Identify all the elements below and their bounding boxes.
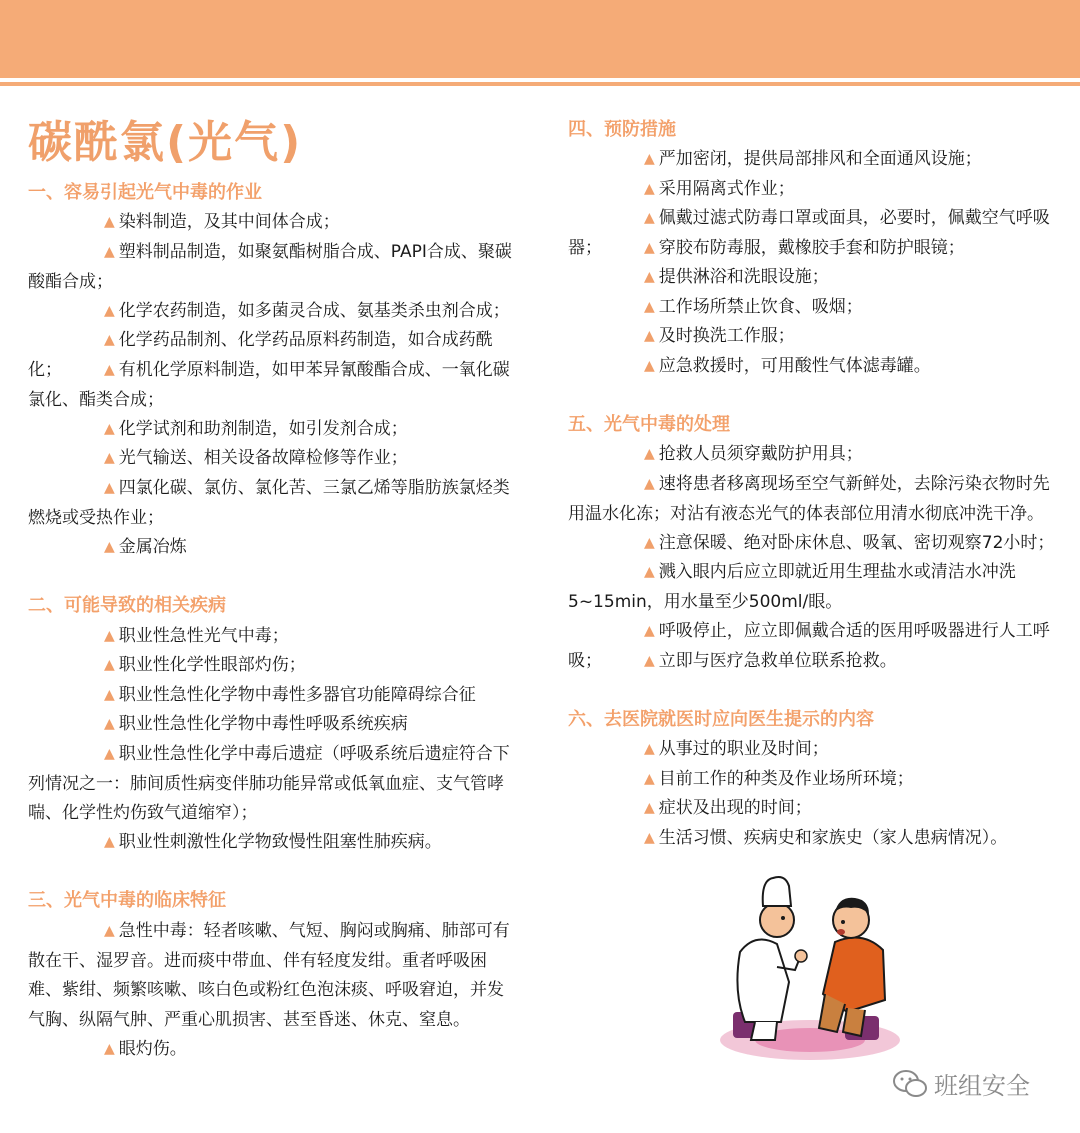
list-item: ▲ 生活习惯、疾病史和家族史（家人患病情况）。 [568, 824, 1058, 854]
list-item: ▲ 职业性急性化学物中毒性多器官功能障碍综合征 [28, 681, 518, 711]
list-item: ▲ 化学药品制剂、化学药品原料药制造，如合成药酰化； [28, 326, 518, 385]
triangle-bullet-icon: ▲ [104, 244, 115, 260]
triangle-bullet-icon: ▲ [644, 623, 655, 639]
list-item: ▲ 化学试剂和助剂制造，如引发剂合成； [28, 415, 518, 445]
list-item: ▲ 从事过的职业及时间； [568, 735, 1058, 765]
triangle-bullet-icon: ▲ [644, 151, 655, 167]
watermark [892, 1066, 1030, 1101]
list-item: ▲ 及时换洗工作服； [568, 322, 1058, 352]
triangle-bullet-icon: ▲ [104, 480, 115, 496]
triangle-bullet-icon: ▲ [104, 746, 115, 762]
triangle-bullet-icon: ▲ [644, 210, 655, 226]
list-item: ▲ 职业性刺激性化学物致慢性阻塞性肺疾病。 [28, 828, 518, 858]
triangle-bullet-icon: ▲ [644, 653, 655, 669]
triangle-bullet-icon: ▲ [644, 181, 655, 197]
list-item: ▲ 穿胶布防毒服，戴橡胶手套和防护眼镜； [568, 234, 1058, 264]
triangle-bullet-icon: ▲ [644, 800, 655, 816]
list-item: ▲ 工作场所禁止饮食、吸烟； [568, 293, 1058, 323]
watermark-text: 班组安全 [934, 1072, 1030, 1100]
list-item: ▲ 采用隔离式作业； [568, 175, 1058, 205]
list-item: ▲ 溅入眼内后应立即就近用生理盐水或清洁水冲洗5~15min，用水量至少500ml/眼。 [568, 558, 1058, 617]
list-item: ▲ 注意保暖、绝对卧床休息、吸氧、密切观察72小时； [568, 529, 1058, 559]
triangle-bullet-icon: ▲ [104, 687, 115, 703]
triangle-bullet-icon: ▲ [644, 741, 655, 757]
list-item: ▲ 光气输送、相关设备故障检修等作业； [28, 444, 518, 474]
triangle-bullet-icon: ▲ [104, 332, 115, 348]
triangle-bullet-icon: ▲ [644, 476, 655, 492]
triangle-bullet-icon: ▲ [644, 564, 655, 580]
list-item: ▲ 症状及出现的时间； [568, 794, 1058, 824]
triangle-bullet-icon: ▲ [644, 328, 655, 344]
section-heading-hospital-info: 六、去医院就医时应向医生提示的内容 [568, 709, 874, 730]
triangle-bullet-icon: ▲ [104, 303, 115, 319]
triangle-bullet-icon: ▲ [644, 771, 655, 787]
list-item: ▲ 职业性化学性眼部灼伤； [28, 651, 518, 681]
section-heading-occupations: 一、容易引起光气中毒的作业 [28, 182, 262, 203]
triangle-bullet-icon: ▲ [644, 240, 655, 256]
triangle-bullet-icon: ▲ [644, 535, 655, 551]
triangle-bullet-icon: ▲ [104, 539, 115, 555]
list-item: ▲ 有机化学原料制造，如甲苯异氰酸酯合成、一氧化碳氯化、酯类合成； [28, 356, 518, 415]
triangle-bullet-icon: ▲ [104, 716, 115, 732]
header-band [0, 0, 1080, 78]
list-item: ▲ 立即与医疗急救单位联系抢救。 [568, 647, 1058, 677]
triangle-bullet-icon: ▲ [644, 358, 655, 374]
triangle-bullet-icon: ▲ [104, 834, 115, 850]
triangle-bullet-icon: ▲ [104, 657, 115, 673]
triangle-bullet-icon: ▲ [104, 450, 115, 466]
triangle-bullet-icon: ▲ [644, 830, 655, 846]
page-title: 碳酰氯(光气) [28, 117, 303, 168]
list-item: ▲ 急性中毒：轻者咳嗽、气短、胸闷或胸痛、肺部可有散在干、湿罗音。进而痰中带血、伴有轻度发绀。重者呼吸困难、紫绀、频繁咳嗽、咳白色或粉红色泡沫痰、呼吸窘迫，并发气胸、纵隔气肿、严重心肌损害、甚至昏迷、休克、窒息。 [28, 917, 518, 1035]
triangle-bullet-icon: ▲ [644, 299, 655, 315]
wechat-icon [892, 1069, 928, 1099]
header-rule [0, 82, 1080, 86]
list-item: ▲ 四氯化碳、氯仿、氯化苦、三氯乙烯等脂肪族氯烃类燃烧或受热作业； [28, 474, 518, 533]
list-item: ▲ 严加密闭，提供局部排风和全面通风设施； [568, 145, 1058, 175]
list-item: ▲ 应急救援时，可用酸性气体滤毒罐。 [568, 352, 1058, 382]
section-heading-prevention: 四、预防措施 [568, 119, 676, 140]
triangle-bullet-icon: ▲ [104, 362, 115, 378]
list-item: ▲ 眼灼伤。 [28, 1035, 518, 1065]
list-item: ▲ 染料制造，及其中间体合成； [28, 208, 518, 238]
list-item: ▲ 职业性急性光气中毒； [28, 622, 518, 652]
list-item: ▲ 速将患者移离现场至空气新鲜处，去除污染衣物时先用温水化冻；对沾有液态光气的体表部位用清水彻底冲洗干净。 [568, 470, 1058, 529]
triangle-bullet-icon: ▲ [644, 446, 655, 462]
triangle-bullet-icon: ▲ [104, 421, 115, 437]
section-heading-clinical: 三、光气中毒的临床特征 [28, 890, 226, 911]
list-item: ▲ 塑料制品制造，如聚氨酯树脂合成、PAPI合成、聚碳酸酯合成； [28, 238, 518, 297]
list-item: ▲ 职业性急性化学物中毒性呼吸系统疾病 [28, 710, 518, 740]
section-heading-treatment: 五、光气中毒的处理 [568, 414, 730, 435]
triangle-bullet-icon: ▲ [104, 923, 115, 939]
triangle-bullet-icon: ▲ [104, 1041, 115, 1057]
list-item: ▲ 职业性急性化学中毒后遗症（呼吸系统后遗症符合下列情况之一：肺间质性病变伴肺功能异常或低氧血症、支气管哮喘、化学性灼伤致气道缩窄）； [28, 740, 518, 829]
section-heading-diseases: 二、可能导致的相关疾病 [28, 595, 226, 616]
triangle-bullet-icon: ▲ [644, 269, 655, 285]
triangle-bullet-icon: ▲ [104, 214, 115, 230]
list-item: ▲ 金属冶炼 [28, 533, 518, 563]
list-item: ▲ 抢救人员须穿戴防护用具； [568, 440, 1058, 470]
doctor-patient-illustration [715, 872, 905, 1062]
list-item: ▲ 呼吸停止，应立即佩戴合适的医用呼吸器进行人工呼吸； [568, 617, 1058, 676]
list-item: ▲ 佩戴过滤式防毒口罩或面具，必要时，佩戴空气呼吸器； [568, 204, 1058, 263]
list-item: ▲ 目前工作的种类及作业场所环境； [568, 765, 1058, 795]
list-item: ▲ 化学农药制造，如多菌灵合成、氨基类杀虫剂合成； [28, 297, 518, 327]
list-item: ▲ 提供淋浴和洗眼设施； [568, 263, 1058, 293]
triangle-bullet-icon: ▲ [104, 628, 115, 644]
